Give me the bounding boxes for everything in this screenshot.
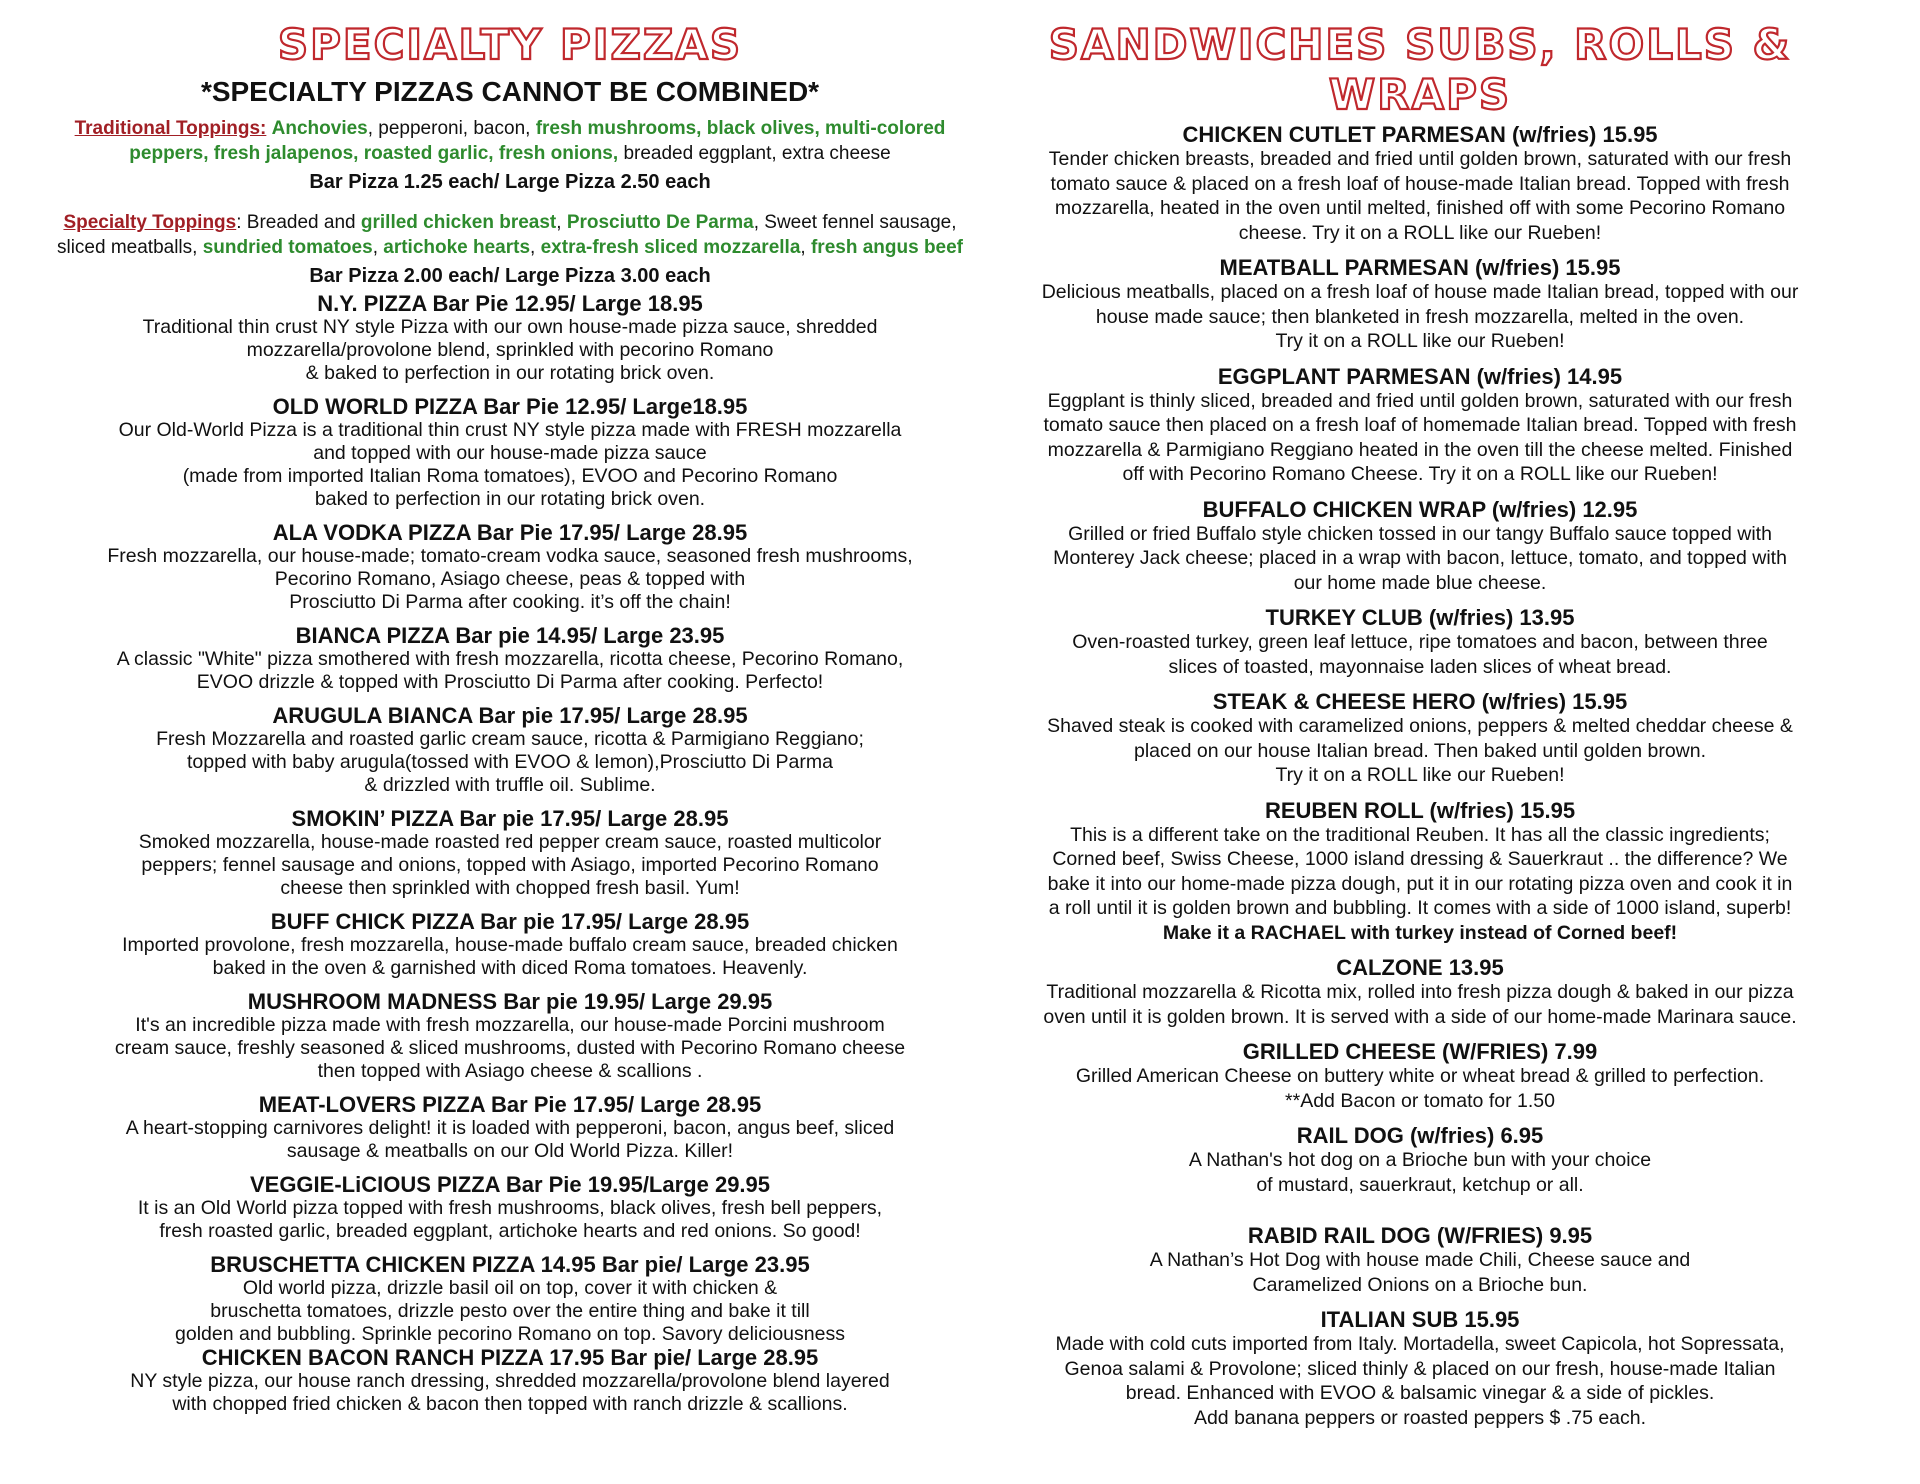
item-description: Traditional mozzarella & Ricotta mix, rolled into fresh pizza dough & baked in our pizza oven until it is golden brown. It is served with a side of our home-made Marinara sauce. [1043, 981, 1797, 1028]
item-description: Old world pizza, drizzle basil oil on top, cover it with chicken & bruschetta tomatoes, drizzle pesto over the entire thing and bake it till golden and bubbling. Sprinkle pecorino Romano on top. Savory deliciousness [175, 1277, 845, 1345]
item-description: Traditional thin crust NY style Pizza with our own house-made pizza sauce, shredded mozzarella/provolone blend, sprinkled with pecorino Romano & baked to perfection in our rotating brick oven. [142, 316, 878, 384]
item-description: Tender chicken breasts, breaded and fried until golden brown, saturated with our fresh tomato sauce & placed on a fresh loaf of house-made Italian bread. Topped with fresh mozzarella, heated in the oven until melted, finished off with some Pecorino Romano cheese. Try it on a ROLL like our Rueben! [1048, 148, 1792, 244]
item-description: A classic "White" pizza smothered with fresh mozzarella, ricotta cheese, Pecorino Romano, EVOO drizzle & topped with Prosciutto Di Parma after cooking. Perfecto! [116, 648, 904, 693]
item-description: This is a different take on the traditional Reuben. It has all the classic ingredients; Corned beef, Swiss Cheese, 1000 island dressing & Sauerkraut .. the difference? We bake it into our home-made pizza dough, put it in our rotating pizza oven and cook it in a roll until it is golden brown and bubbling. It comes with a side of 1000 island, superb! [1047, 823, 1793, 919]
specialty-topping-tomatoes: sundried tomatoes [202, 237, 373, 258]
item-name: ITALIAN SUB 15.95 [1320, 1307, 1520, 1332]
item-description: Oven-roasted turkey, green leaf lettuce, ripe tomatoes and bacon, between three slices of toasted, mayonnaise laden slices of wheat bread. [1072, 631, 1768, 678]
item-name: BRUSCHETTA CHICKEN PIZZA 14.95 Bar pie/ Large 23.95 [210, 1252, 810, 1277]
specialty-toppings [40, 210, 980, 260]
specialty-topping-beef: fresh angus beef [810, 237, 964, 258]
menu-item [970, 122, 1870, 245]
rachael-note: Make it a RACHAEL with turkey instead of Corned beef! [1162, 921, 1678, 944]
specialty-topping-mozzarella: extra-fresh sliced mozzarella [540, 237, 801, 258]
item-description: Fresh mozzarella, our house-made; tomato-cream vodka sauce, seasoned fresh mushrooms, Pecorino Romano, Asiago cheese, peas & topped with Prosciutto Di Parma after cooking. it’s off the chain! [107, 545, 913, 613]
item-description: It is an Old World pizza topped with fresh mushrooms, black olives, fresh bell peppers, fresh roasted garlic, breaded eggplant, artichoke hearts and red onions. So good! [137, 1197, 883, 1242]
traditional-topping-anchovies: Anchovies [271, 118, 368, 139]
menu-item [970, 605, 1870, 679]
specialty-topping-chicken: grilled chicken breast [360, 212, 557, 233]
specialty-topping-artichoke: artichoke hearts [383, 237, 531, 258]
item-name: VEGGIE-LiCIOUS PIZZA Bar Pie 19.95/Large 29.95 [249, 1172, 771, 1197]
menu-item [970, 497, 1870, 596]
item-name: CALZONE 13.95 [1336, 955, 1504, 980]
item-name: MEAT-LOVERS PIZZA Bar Pie 17.95/ Large 28.95 [258, 1092, 762, 1117]
item-description: Grilled or fried Buffalo style chicken tossed in our tangy Buffalo sauce topped with Monterey Jack cheese; placed in a wrap with bacon, lettuce, tomato, and topped with our home made blue cheese. [1053, 522, 1787, 594]
item-name: RABID RAIL DOG (W/FRIES) 9.95 [1247, 1223, 1593, 1248]
menu-item [40, 910, 980, 980]
item-name: BUFFALO CHICKEN WRAP (w/fries) 12.95 [1202, 496, 1638, 522]
item-description: Delicious meatballs, placed on a fresh loaf of house made Italian bread, topped with our house made sauce; then blanketed in fresh mozzarella, melted in the oven. Try it on a ROLL like our Rueben! [1041, 281, 1799, 352]
traditional-topping-text: , pepperoni, bacon, [367, 118, 536, 139]
menu-item [970, 1307, 1870, 1430]
item-name: GRILLED CHEESE (W/FRIES) 7.99 [1242, 1039, 1598, 1064]
item-description: It's an incredible pizza made with fresh mozzarella, our house-made Porcini mushroom cream sauce, freshly seasoned & sliced mushrooms, dusted with Pecorino Romano cheese then topped with Asiago cheese & scallions . [114, 1014, 906, 1082]
traditional-toppings [40, 116, 980, 166]
item-name: SMOKIN’ PIZZA Bar pie 17.95/ Large 28.95 [291, 806, 729, 831]
traditional-topping-text-2: breaded eggplant, extra cheese [618, 143, 891, 164]
specialty-topping-sep-4: , [800, 237, 811, 258]
item-name: BIANCA PIZZA Bar pie 14.95/ Large 23.95 [295, 623, 725, 648]
traditional-toppings-price: Bar Pizza 1.25 each/ Large Pizza 2.50 each [309, 171, 711, 193]
item-name: EGGPLANT PARMESAN (w/fries) 14.95 [1217, 363, 1623, 389]
item-description: A Nathan's hot dog on a Brioche bun with your choice of mustard, sauerkraut, ketchup or all. [1188, 1149, 1652, 1196]
item-description: A heart-stopping carnivores delight! it is loaded with pepperoni, bacon, angus beef, sliced sausage & meatballs on our Old World Pizza. Killer! [125, 1117, 895, 1162]
item-description: Eggplant is thinly sliced, breaded and fried until golden brown, saturated with our fresh tomato sauce then placed on a fresh loaf of homemade Italian bread. Topped with fresh mozzarella & Parmigiano Reggiano heated in the oven till the cheese melted. Finished off with Pecorino Romano Cheese. Try it on a ROLL like our Rueben! [1043, 389, 1797, 485]
item-description: Smoked mozzarella, house-made roasted red pepper cream sauce, roasted multicolor peppers; fennel sausage and onions, topped with Asiago, imported Pecorino Romano cheese then sprinkled with chopped fresh basil. Yum! [138, 831, 882, 899]
menu-item [40, 990, 980, 1083]
specialty-topping-text-2: , Sweet fennel sausage, sliced meatballs, [56, 212, 957, 258]
menu-item [40, 1253, 980, 1346]
item-name: OLD WORLD PIZZA Bar Pie 12.95/ Large18.95 [272, 394, 748, 419]
item-name: N.Y. PIZZA Bar Pie 12.95/ Large 18.95 [317, 291, 703, 316]
item-description: Shaved steak is cooked with caramelized onions, peppers & melted cheddar cheese & placed on our house Italian bread. Then baked until golden brown. Try it on a ROLL like our Rueben! [1047, 715, 1793, 786]
menu-item [970, 798, 1870, 946]
item-name: ARUGULA BIANCA Bar pie 17.95/ Large 28.95 [272, 703, 748, 728]
menu-item [40, 624, 980, 694]
item-name: RAIL DOG (w/fries) 6.95 [1296, 1123, 1544, 1148]
menu-item [970, 364, 1870, 487]
item-description: A Nathan’s Hot Dog with house made Chili, Cheese sauce and Caramelized Onions on a Brioche bun. [1149, 1249, 1691, 1296]
menu-item [970, 955, 1870, 1029]
specialty-pizzas-column [40, 20, 980, 1426]
item-name: STEAK & CHEESE HERO (w/fries) 15.95 [1212, 689, 1628, 714]
item-name: ALA VODKA PIZZA Bar Pie 17.95/ Large 28.95 [272, 520, 748, 545]
menu-item [40, 292, 980, 385]
traditional-toppings-label: Traditional Toppings: [74, 118, 267, 139]
menu-item [40, 1093, 980, 1163]
item-description: Our Old-World Pizza is a traditional thin crust NY style pizza made with FRESH mozzarella and topped with our house-made pizza sauce (made from imported Italian Roma tomatoes), EVOO and Pecorino Romano baked to perfection in our rotating brick oven. [118, 419, 902, 510]
specialty-toppings-price: Bar Pizza 2.00 each/ Large Pizza 3.00 each [309, 265, 711, 287]
menu-item [40, 807, 980, 900]
menu-item [40, 1173, 980, 1243]
traditional-topping-fresh: fresh mushrooms, black olives, multi-colored peppers, fresh jalapenos, roasted garlic, fresh onions, [129, 118, 946, 164]
menu-item [970, 1039, 1870, 1113]
item-name: MUSHROOM MADNESS Bar pie 19.95/ Large 29.95 [247, 989, 773, 1014]
specialty-topping-text: : Breaded and [236, 212, 361, 233]
item-description: Imported provolone, fresh mozzarella, house-made buffalo cream sauce, breaded chicken baked in the oven & garnished with diced Roma tomatoes. Heavenly. [122, 934, 898, 979]
menu-item [970, 689, 1870, 788]
item-name: CHICKEN CUTLET PARMESAN (w/fries) 15.95 [1182, 122, 1658, 147]
no-combine-note: *SPECIALTY PIZZAS CANNOT BE COMBINED* [200, 76, 820, 107]
item-name: TURKEY CLUB (w/fries) 13.95 [1265, 605, 1575, 630]
menu-item [40, 521, 980, 614]
menu-item [40, 704, 980, 797]
item-name: BUFF CHICK PIZZA Bar pie 17.95/ Large 28.95 [270, 909, 750, 934]
item-name: CHICKEN BACON RANCH PIZZA 17.95 Bar pie/ Large 28.95 [201, 1345, 819, 1370]
item-name: REUBEN ROLL (w/fries) 15.95 [1264, 797, 1576, 823]
specialty-pizzas-title: SPECIALTY PIZZAS [277, 20, 743, 69]
menu-item [970, 1223, 1870, 1297]
menu-item [970, 1123, 1870, 1197]
specialty-topping-sep-3: , [530, 237, 541, 258]
sandwiches-title: SANDWICHES SUBS, ROLLS & WRAPS [1048, 20, 1792, 119]
item-description: Made with cold cuts imported from Italy. Mortadella, sweet Capicola, hot Sopressata, Genoa salami & Provolone; sliced thinly & placed on our fresh, house-made Italian bread. Enhanced with EVOO & balsamic vinegar & a side of pickles. Add banana peppers or roasted peppers $ .75 each. [1055, 1333, 1785, 1429]
specialty-topping-sep: , [556, 212, 567, 233]
menu-item [40, 395, 980, 511]
sandwiches-column [970, 20, 1870, 1440]
specialty-topping-sep-2: , [372, 237, 384, 258]
menu-item [40, 1346, 980, 1416]
specialty-toppings-label: Specialty Toppings [63, 212, 237, 233]
item-description: Fresh Mozzarella and roasted garlic cream sauce, ricotta & Parmigiano Reggiano; topped with baby arugula(tossed with EVOO & lemon),Prosciutto Di Parma & drizzled with truffle oil. Sublime. [156, 728, 864, 796]
item-name: MEATBALL PARMESAN (w/fries) 15.95 [1219, 255, 1621, 280]
item-description: NY style pizza, our house ranch dressing, shredded mozzarella/provolone blend layered with chopped fried chicken & bacon then topped with ranch drizzle & scallions. [130, 1370, 890, 1415]
menu-item [970, 255, 1870, 354]
item-description: Grilled American Cheese on buttery white or wheat bread & grilled to perfection. **Add Bacon or tomato for 1.50 [1075, 1065, 1765, 1112]
specialty-topping-prosciutto: Prosciutto De Parma [566, 212, 754, 233]
